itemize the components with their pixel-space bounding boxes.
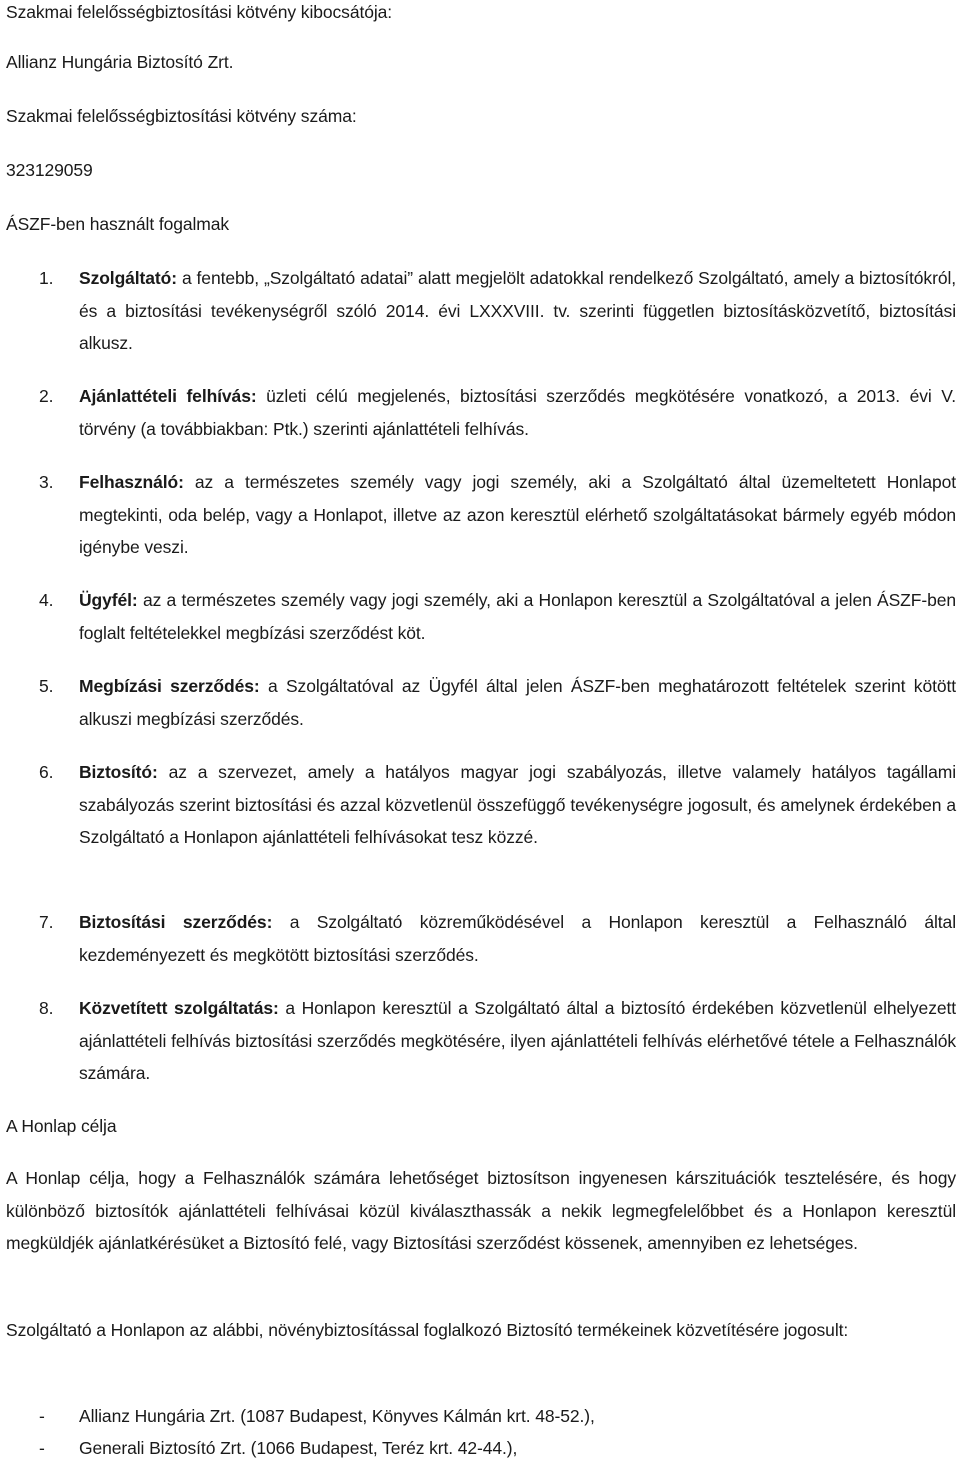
definition-body: a fentebb, „Szolgáltató adatai” alatt megjelölt adatokkal rendelkező Szolgáltató, amely a biztosítókról, és a biztosítási tevékenységről szóló 2014. évi LXXXVIII. tv. szerinti független biztosításközvetítő, biztosítási alkusz.: [79, 268, 956, 354]
definition-number: 3.: [39, 472, 54, 492]
definition-term: Ajánlattételi felhívás:: [79, 386, 257, 406]
definition-number: 5.: [39, 676, 54, 696]
definition-number: 8.: [39, 998, 54, 1018]
definition-term: Biztosító:: [79, 762, 158, 782]
purpose-paragraph: A Honlap célja, hogy a Felhasználók számára lehetőséget biztosítson ingyenesen kárszituációk tesztelésére, és hogy különböző biztosítók ajánlattételi felhívásai közül kiválaszthassák a nekik legmegfelelőbbet és a Honlapon keresztül megküldjék ajánlatkérésüket a Biztosító felé, vagy Biztosítási szerződést kössenek, amennyiben ez lehetséges.: [6, 1168, 956, 1254]
definition-body: a Szolgáltató közreműködésével a Honlapon keresztül a Felhasználó által kezdeményezett és megkötött biztosítási szerződés.: [79, 912, 956, 965]
definition-term: Felhasználó:: [79, 472, 184, 492]
definition-number: 6.: [39, 762, 54, 782]
issuer-value: Allianz Hungária Biztosító Zrt.: [6, 52, 234, 72]
issuer-label: Szakmai felelősségbiztosítási kötvény kibocsátója:: [6, 2, 393, 22]
definition-number: 2.: [39, 386, 54, 406]
definition-text: [79, 906, 956, 971]
definition-text: [79, 262, 956, 360]
definition-body: a Honlapon keresztül a Szolgáltató által a biztosító érdekében közvetlenül elhelyezett ajánlattételi felhívás biztosítási szerződés megkötésére, ilyen ajánlattételi felhívás elérhetővé tétele a Felhasználók számára.: [79, 998, 956, 1084]
definition-text: [79, 670, 956, 735]
definition-body: az a természetes személy vagy jogi személy, aki a Honlapon keresztül a Szolgáltatóval a jelen ÁSZF-ben foglalt feltételekkel megbízási szerződést köt.: [79, 590, 956, 643]
definition-text: [79, 466, 956, 564]
definition-number: 1.: [39, 268, 54, 288]
list-dash: -: [39, 1438, 45, 1458]
definition-body: az a szervezet, amely a hatályos magyar jogi szabályozás, illetve valamely hatályos tagállami szabályozás szerint biztosítási és azzal közvetlenül összefüggő tevékenységre jogosult, és amelynek érdekében a Szolgáltató a Honlapon ajánlattételi felhívásokat tesz közzé.: [79, 762, 956, 848]
definition-body: üzleti célú megjelenés, biztosítási szerződés megkötésére vonatkozó, a 2013. évi V. törvény (a továbbiakban: Ptk.) szerinti ajánlattételi felhívás.: [79, 386, 956, 439]
definitions-title: ÁSZF-ben használt fogalmak: [6, 214, 230, 234]
definition-body: a Szolgáltatóval az Ügyfél által jelen ÁSZF-ben meghatározott feltételek szerint kötött alkuszi megbízási szerződés.: [79, 676, 956, 729]
policy-value: 323129059: [6, 160, 93, 180]
definition-text: [79, 756, 956, 854]
definition-term: Ügyfél:: [79, 590, 138, 610]
definition-number: 4.: [39, 590, 54, 610]
insurer-text: Generali Biztosító Zrt. (1066 Budapest, Teréz krt. 42-44.),: [79, 1438, 518, 1458]
definition-term: Közvetített szolgáltatás:: [79, 998, 279, 1018]
list-dash: -: [39, 1406, 45, 1426]
definition-term: Biztosítási szerződés:: [79, 912, 273, 932]
definition-text: [79, 380, 956, 445]
policy-label: Szakmai felelősségbiztosítási kötvény száma:: [6, 106, 357, 126]
purpose-paragraph-insurers-intro: Szolgáltató a Honlapon az alábbi, növénybiztosítással foglalkozó Biztosító termékeinek közvetítésére jogosult:: [6, 1320, 849, 1340]
insurer-text: Allianz Hungária Zrt. (1087 Budapest, Könyves Kálmán krt. 48-52.),: [79, 1406, 595, 1426]
purpose-title: A Honlap célja: [6, 1116, 117, 1136]
definition-body: az a természetes személy vagy jogi személy, aki a Szolgáltató által üzemeltetett Honlapot megtekinti, oda belép, vagy a Honlapot, illetve az azon keresztül elérhető szolgáltatásokat bármely egyéb módon igénybe veszi.: [79, 472, 956, 558]
definition-term: Szolgáltató:: [79, 268, 177, 288]
definition-term: Megbízási szerződés:: [79, 676, 260, 696]
definition-text: [79, 992, 956, 1090]
definition-text: [79, 584, 956, 649]
definition-number: 7.: [39, 912, 54, 932]
